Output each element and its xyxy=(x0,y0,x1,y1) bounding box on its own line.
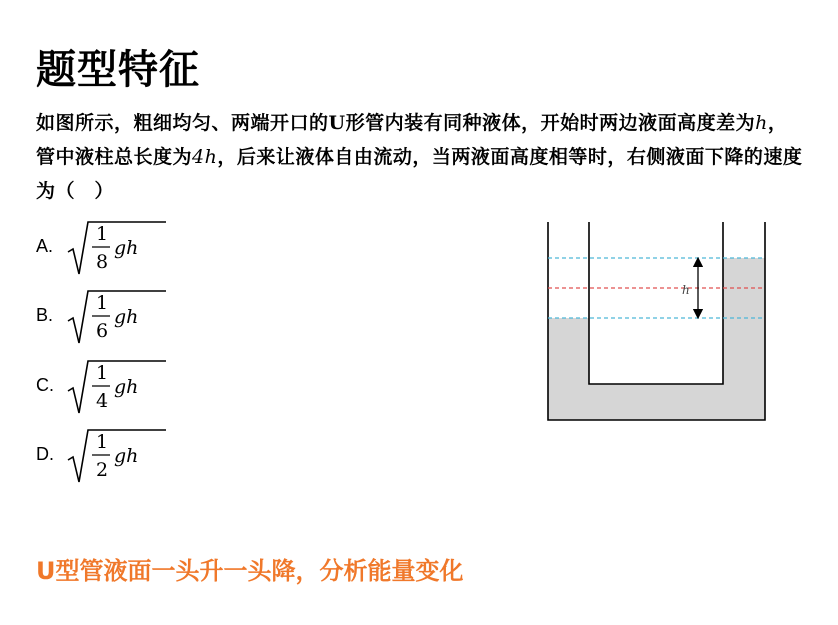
tube-inner-wall xyxy=(589,222,723,384)
question-part-2: ，管中液柱总长度为 xyxy=(36,112,788,168)
var-h: h xyxy=(755,112,768,134)
option-letter: C. xyxy=(36,375,54,395)
gh-term: gh xyxy=(114,237,139,259)
sqrt-expression xyxy=(66,355,186,421)
u-tube-diagram xyxy=(542,222,772,426)
option-letter: B. xyxy=(36,305,54,325)
option-letter: A. xyxy=(36,236,54,256)
sqrt-expression xyxy=(66,285,186,351)
question-text xyxy=(36,106,806,208)
sqrt-expression xyxy=(66,424,186,490)
height-label: h xyxy=(682,283,690,297)
fraction-denominator: 8 xyxy=(96,251,109,273)
fraction-numerator: 1 xyxy=(96,431,109,453)
gh-term: gh xyxy=(114,376,139,398)
fraction-numerator: 1 xyxy=(96,292,109,314)
footer-note: U型管液面一头升一头降，分析能量变化 xyxy=(36,557,464,585)
option-letter: D. xyxy=(36,444,54,464)
question-part-3: ，后来让液体自由流动，当两液面高度相等时，右侧液面下降的速度为（ ） xyxy=(36,146,803,202)
gh-term: gh xyxy=(114,445,139,467)
fraction-denominator: 2 xyxy=(96,459,109,481)
fraction-numerator: 1 xyxy=(96,362,109,384)
fraction-numerator: 1 xyxy=(96,223,109,245)
fraction-denominator: 6 xyxy=(96,320,109,342)
liquid-region xyxy=(548,258,765,420)
page-title: 题型特征 xyxy=(36,47,200,93)
var-4h: 4h xyxy=(192,146,218,168)
gh-term: gh xyxy=(114,306,139,328)
question-part-1: 如图所示，粗细均匀、两端开口的U形管内装有同种液体，开始时两边液面高度差为 xyxy=(36,112,756,134)
fraction-denominator: 4 xyxy=(96,390,109,412)
sqrt-expression xyxy=(66,216,186,282)
